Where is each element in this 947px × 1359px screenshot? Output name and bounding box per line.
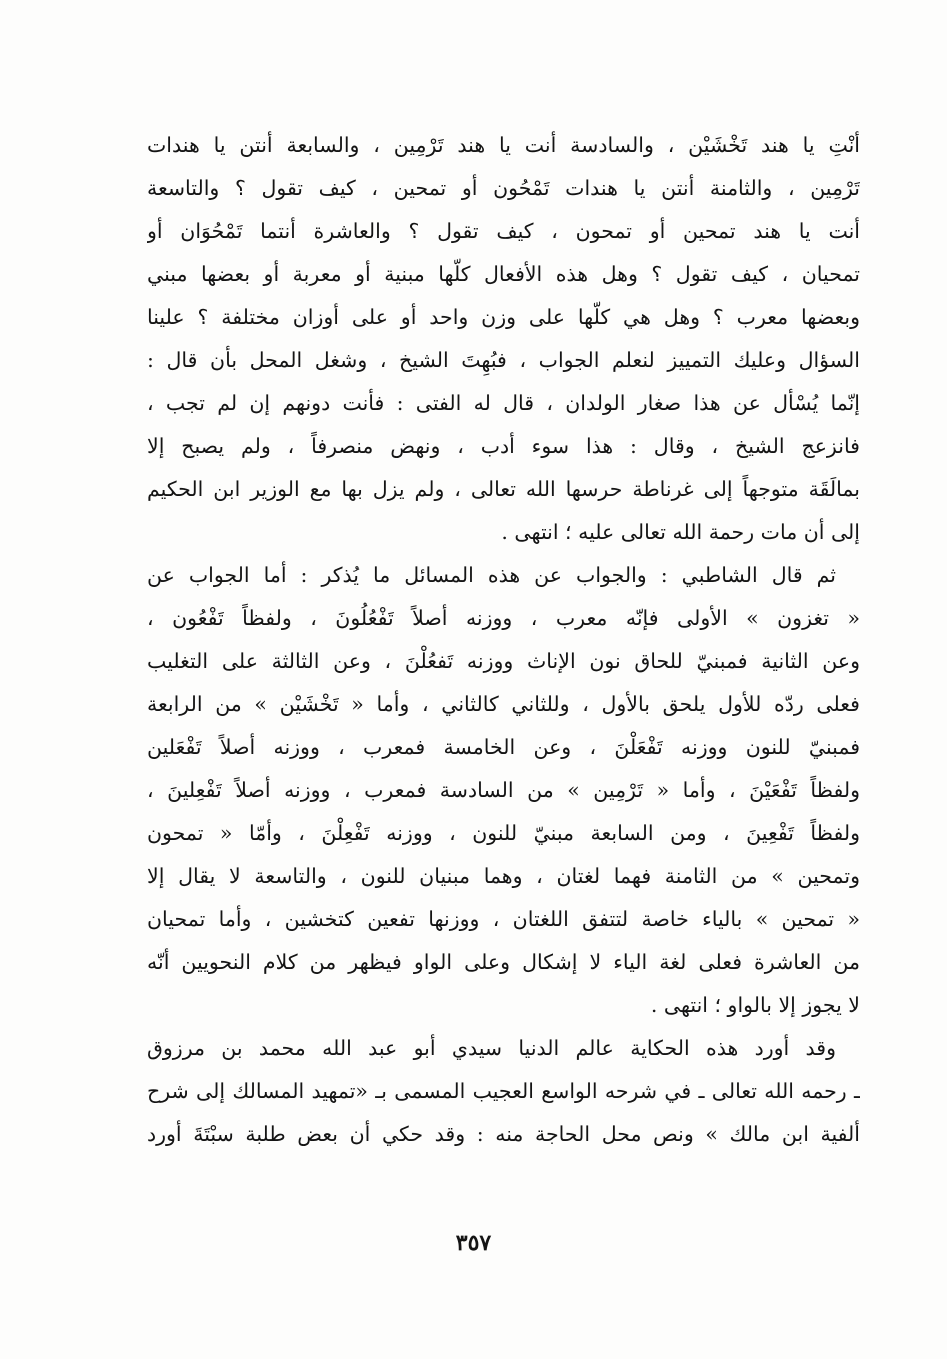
text-line: « تغزون » الأولى فإنّه معرب ، ووزنه أصلاً تَفْعُلُونَ ، ولفظاً تَفْعُون ، <box>147 606 860 630</box>
text-line: وعن الثانية فمبنيّ للحاق نون الإناث ووزنه تَفعُلْنَ ، وعن الثالثة على التغليب <box>147 649 860 673</box>
text-line: إلى أن مات رحمة الله تعالى عليه ؛ انتهى . <box>501 520 860 544</box>
text-line: لا يجوز إلا بالواو ؛ انتهى . <box>650 993 860 1017</box>
text-line: من العاشرة فعلى لغة الياء لا إشكال وعلى الواو فيظهر من كلام النحويين أنّه <box>147 950 860 974</box>
paragraph-1 <box>147 124 860 554</box>
page-number: ٣٥٧ <box>455 1230 492 1256</box>
paragraph-3 <box>147 1027 860 1156</box>
text-line: فمبنيّ للنون ووزنه تَفْعَلْنَ ، وعن الخامسة فمعرب ، ووزنه أصلاً تَفْعَلين <box>147 735 860 759</box>
text-line: بمالَقَة متوجهاً إلى غرناطة حرسها الله تعالى ، ولم يزل بها مع الوزير ابن الحكيم <box>147 477 860 501</box>
text-line: تَرْمِين ، والثامنة أنتن يا هندات تَمْحُون أو تمحين ، كيف تقول ؟ والتاسعة <box>147 176 860 200</box>
text-line: وقد أورد هذه الحكاية عالم الدنيا سيدي أبو عبد الله محمد بن مرزوق <box>147 1036 836 1060</box>
text-line: وتمحين » من الثامنة فهما لغتان ، وهما مبنيان للنون ، والتاسعة لا يقال إلا <box>147 864 860 888</box>
text-line: « تمحين » بالياء خاصة لتتفق اللغتان ، ووزنها تفعين كتخشين ، وأما تمحيان <box>147 907 860 931</box>
text-line: فعلى ردّه للأول يلحق بالأول ، وللثاني كالثاني ، وأما « تَخْشَيْن » من الرابعة <box>147 692 860 716</box>
text-line: إنّما يُسْأل عن هذا صغار الولدان ، قال له الفتى : فأنت دونهم إن لم تجب ، <box>147 391 860 415</box>
text-line: ثم قال الشاطبي : والجواب عن هذه المسائل ما يُذكر : أما الجواب عن <box>147 563 836 587</box>
text-line: ألفية ابن مالك » ونص محل الحاجة منه : وقد حكي أن بعض طلبة سبْتَةَ أورد <box>147 1122 860 1146</box>
text-line: فانزعج الشيخ ، وقال : هذا سوء أدب ، ونهض منصرفاً ، ولم يصبح إلا <box>147 434 860 458</box>
text-line: ولفظاً تَفْعَيْنَ ، وأما « تَرْمِين » من السادسة فمعرب ، ووزنه أصلاً تَفْعِلينَ ، <box>147 778 860 802</box>
text-line: تمحيان ، كيف تقول ؟ وهل هذه الأفعال كلّها مبنية أو معربة أو بعضها مبني <box>147 262 860 286</box>
text-line: ولفظاً تَفْعِينَ ، ومن السابعة مبنيّ للنون ، ووزنه تَفْعِلْنَ ، وأمّا « تمحون <box>147 821 860 845</box>
text-line: السؤال وعليك التمييز لنعلم الجواب ، فبُهِتَ الشيخ ، وشغل المحل بأن قال : <box>147 348 860 372</box>
paragraph-2 <box>147 554 860 1027</box>
text-line: أنت يا هند تمحين أو تمحون ، كيف تقول ؟ والعاشرة أنتما تَمْحُوَان أو <box>147 219 860 243</box>
text-line: ـ رحمه الله تعالى ـ في شرحه الواسع العجيب المسمى بـ «تمهيد المسالك إلى شرح <box>147 1079 860 1103</box>
text-line: أنْتِ يا هند تَخْشَيْن ، والسادسة أنت يا هند تَرْمِين ، والسابعة أنتن يا هندات <box>147 133 860 157</box>
body-text <box>147 124 860 1156</box>
text-line: وبعضها معرب ؟ وهل هي كلّها على وزن واحد أو على أوزان مختلفة ؟ علينا <box>147 305 860 329</box>
